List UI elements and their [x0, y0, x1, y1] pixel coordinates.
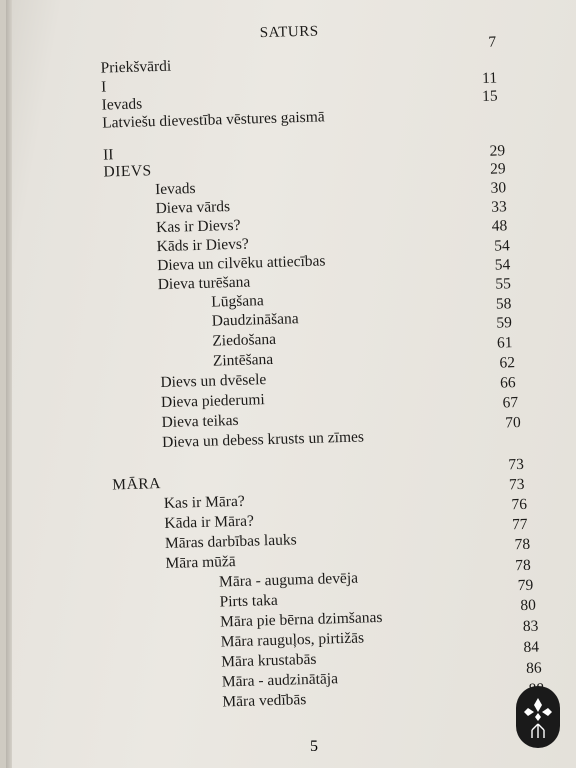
toc-entry: Māra krustabās — [221, 650, 317, 671]
toc-entry: Māra - audzinātāja — [221, 670, 339, 691]
page-number: 5 — [310, 738, 318, 755]
toc-entry: Kas ir Māra? — [163, 492, 245, 513]
toc-page-number: 15 — [481, 87, 498, 105]
toc-entry: Latviešu dievestība vēstures gaismā — [101, 108, 325, 132]
toc-entry: Kas ir Dievs? — [155, 216, 241, 237]
toc-page-number: 67 — [502, 394, 519, 412]
toc-page-number: 79 — [517, 576, 534, 595]
toc-page-number: 78 — [514, 556, 531, 575]
toc-entry: Lūgšana — [210, 292, 264, 311]
book-page — [6, 0, 576, 768]
toc-page-number: 30 — [490, 179, 507, 197]
toc-page-number: 33 — [490, 198, 507, 216]
toc-page-number: 59 — [496, 314, 513, 332]
toc-page-number: 62 — [499, 354, 516, 372]
toc-entry: Dievs un dvēsele — [160, 371, 267, 392]
toc-page-number: 73 — [508, 455, 525, 474]
toc-entry: Dieva teikas — [161, 411, 239, 432]
toc-page-number: 83 — [522, 617, 539, 636]
toc-entry: Pirts taka — [219, 591, 278, 611]
toc-page-number: 29 — [489, 142, 506, 160]
toc-chapter: DIEVS — [103, 162, 152, 181]
toc-entry: Zintēšana — [212, 350, 274, 370]
toc-page-number: 70 — [504, 414, 521, 432]
toc-entry: Dieva turēšana — [157, 273, 251, 294]
toc-entry: Māra rauguļos, pirtižās — [220, 629, 365, 651]
toc-page-number: 7 — [488, 33, 497, 51]
toc-page-number: 54 — [494, 237, 511, 255]
toc-entry: Ievads — [154, 180, 196, 199]
toc-page-number: 54 — [494, 256, 511, 274]
toc-entry: Priekšvārdi — [100, 57, 172, 77]
watermark-badge — [516, 686, 560, 748]
table-of-contents — [6, 0, 576, 768]
toc-page-number: 86 — [525, 659, 542, 677]
toc-entry: Ievads — [101, 95, 143, 114]
toc-section-marker: I — [100, 78, 107, 96]
toc-page-number: 77 — [511, 515, 528, 534]
toc-entry: Dieva un cilvēku attiecības — [156, 252, 326, 275]
toc-page-number: 66 — [499, 374, 516, 392]
toc-entry: Māra mūžā — [165, 553, 236, 572]
toc-entry: Daudzināšana — [211, 310, 299, 330]
toc-page-number: 73 — [508, 475, 525, 494]
toc-page-number: 11 — [481, 69, 498, 87]
toc-page-number: 76 — [511, 495, 528, 514]
toc-entry: Māras darbības lauks — [164, 531, 297, 552]
toc-entry: Kāda ir Māra? — [164, 512, 255, 532]
toc-entry: Dieva vārds — [155, 198, 231, 218]
toc-entry: Kāds ir Dievs? — [156, 235, 249, 256]
toc-entry: Māra pie bērna dzimšanas — [219, 608, 383, 631]
toc-page-number: 61 — [496, 334, 513, 352]
toc-entry: Dieva piederumi — [160, 391, 265, 412]
toc-page-number: 84 — [523, 638, 540, 657]
toc-title: SATURS — [259, 23, 319, 42]
toc-section-marker: II — [102, 146, 114, 164]
toc-entry: Ziedošana — [212, 330, 277, 350]
toc-entry: Dieva un debess krusts un zīmes — [161, 428, 365, 452]
toc-page-number: 48 — [491, 217, 508, 235]
toc-chapter: MĀRA — [112, 475, 162, 494]
toc-page-number: 78 — [514, 535, 531, 554]
toc-page-number: 55 — [495, 275, 512, 293]
toc-page-number: 29 — [489, 160, 506, 178]
toc-entry: Māra vedībās — [222, 691, 307, 711]
mara-symbol-icon — [516, 686, 560, 748]
toc-page-number: 80 — [520, 596, 537, 615]
toc-entry: Māra - auguma devēja — [218, 569, 359, 591]
toc-page-number: 58 — [495, 295, 512, 313]
